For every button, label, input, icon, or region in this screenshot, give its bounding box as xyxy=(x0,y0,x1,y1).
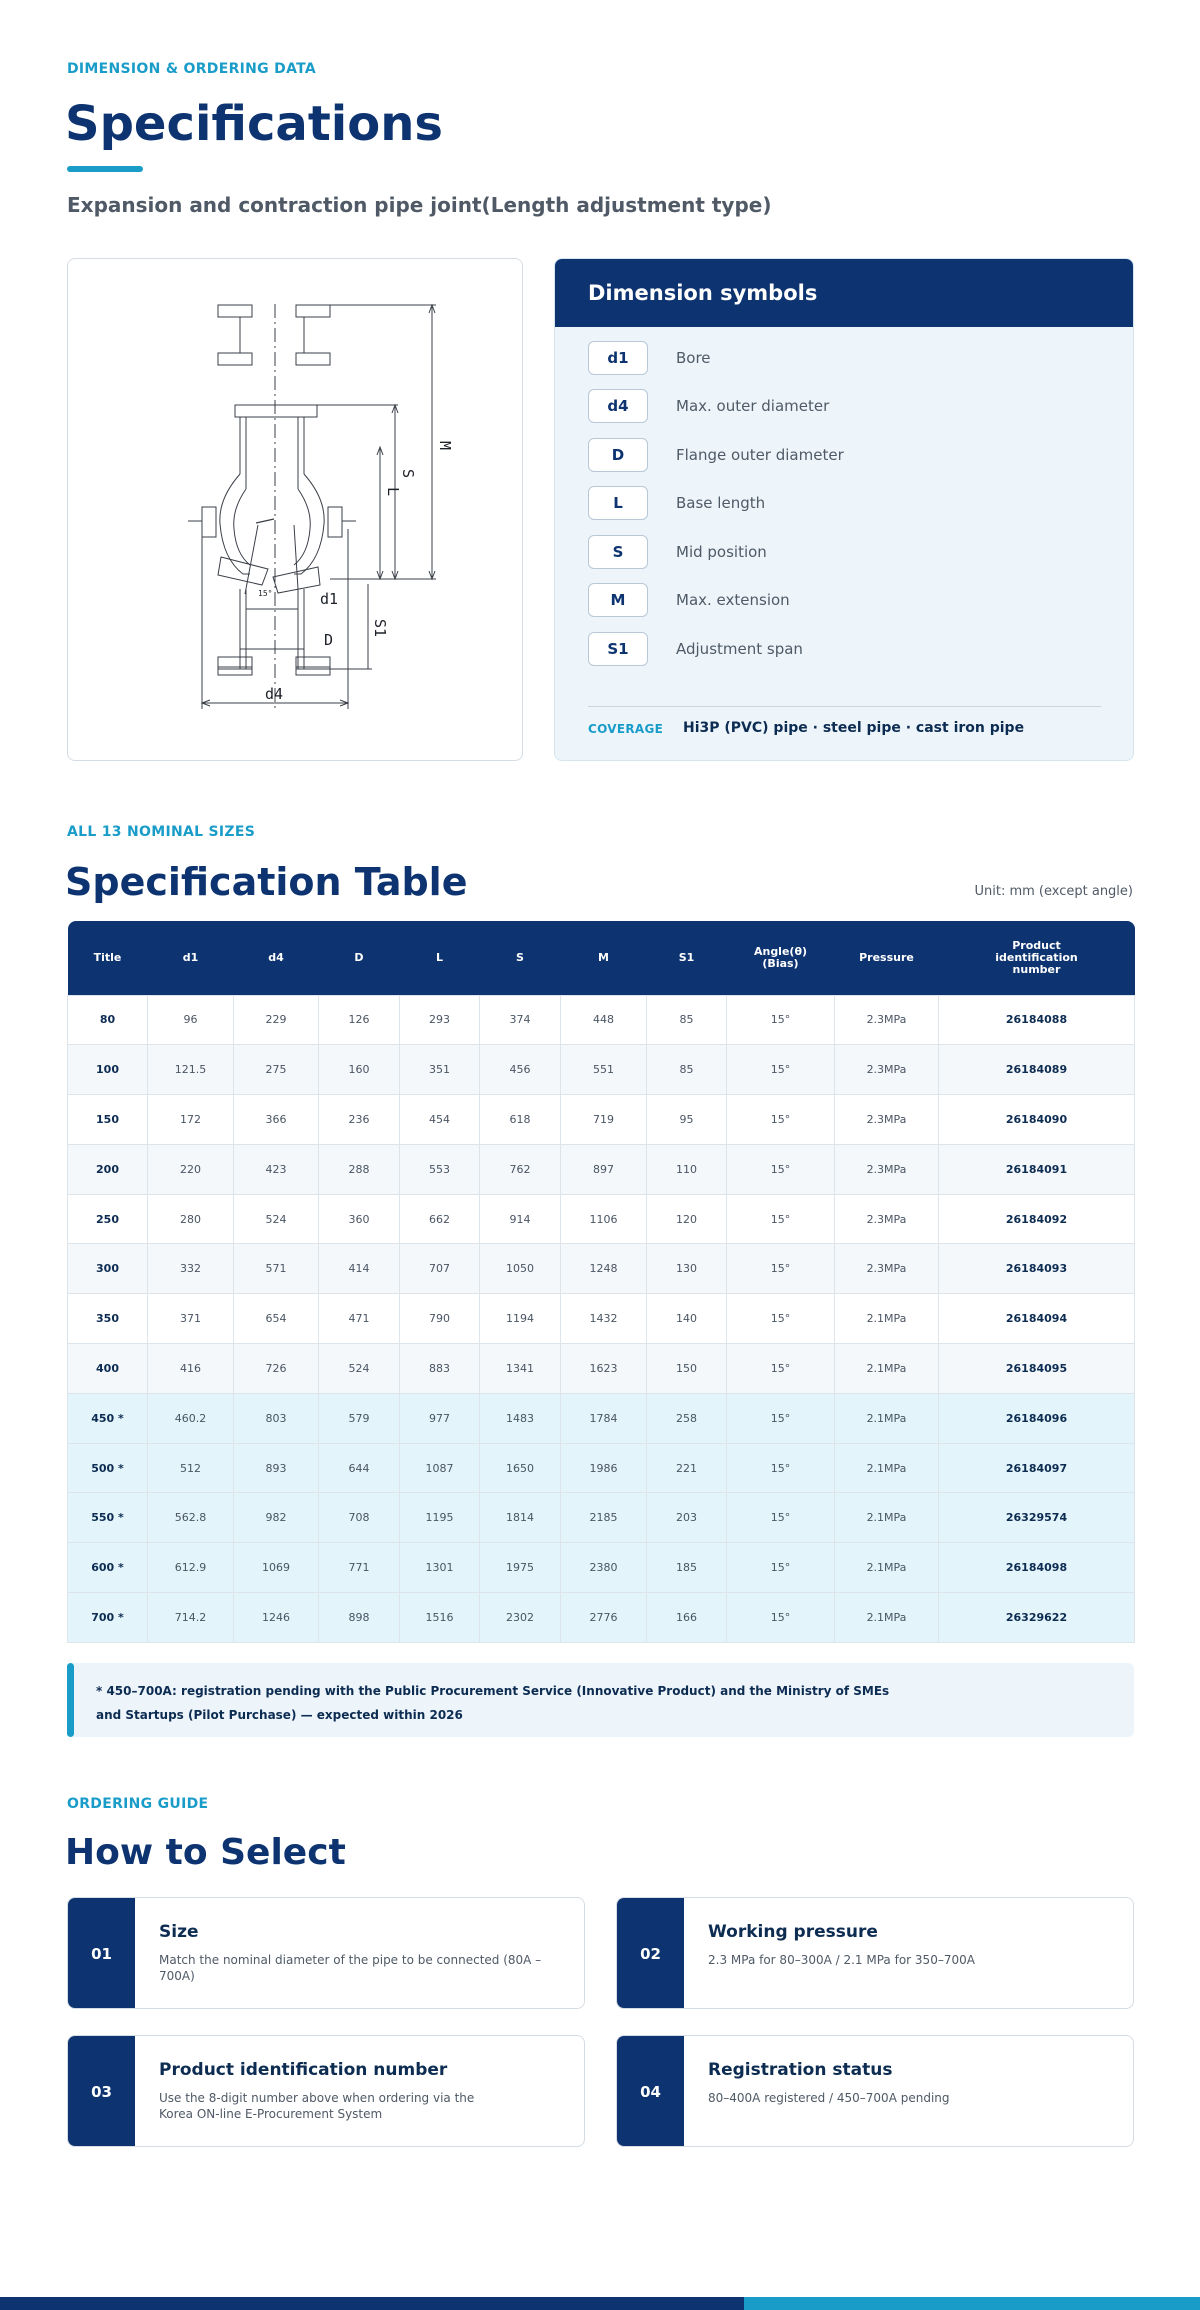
guide-step-number: 03 xyxy=(68,2036,135,2147)
table-cell: 2.3MPa xyxy=(835,995,939,1045)
table-cell: 236 xyxy=(319,1095,400,1145)
table-cell: 85 xyxy=(647,995,727,1045)
section-eyebrow: ORDERING GUIDE xyxy=(67,1796,209,1812)
table-cell: 700 * xyxy=(68,1593,148,1643)
table-cell: 414 xyxy=(319,1244,400,1294)
guide-card xyxy=(616,2035,1134,2147)
symbol-row xyxy=(588,341,1108,375)
section-eyebrow: ALL 13 NOMINAL SIZES xyxy=(67,824,256,840)
table-cell: 130 xyxy=(647,1244,727,1294)
symbol-key: D xyxy=(588,438,648,472)
coverage-label: COVERAGE xyxy=(588,722,664,736)
table-cell: 150 xyxy=(647,1344,727,1394)
registration-note xyxy=(67,1663,1134,1737)
table-row xyxy=(68,1593,1135,1643)
guide-desc: 80–400A registered / 450–700A pending xyxy=(708,2091,950,2105)
table-cell: 600 * xyxy=(68,1543,148,1593)
symbol-desc: Flange outer diameter xyxy=(676,446,844,464)
table-cell: 1195 xyxy=(400,1493,480,1543)
product-subtitle: Expansion and contraction pipe joint(Length adjustment type) xyxy=(67,193,772,217)
table-cell: 1784 xyxy=(561,1393,647,1443)
label-D: D xyxy=(324,631,334,649)
tilted-ring-left xyxy=(218,557,268,585)
table-header-cell: S xyxy=(480,921,561,995)
symbol-row xyxy=(588,583,1108,617)
symbol-desc: Bore xyxy=(676,349,711,367)
label-S: S xyxy=(399,469,417,479)
table-row xyxy=(68,1244,1135,1294)
table-cell: 898 xyxy=(319,1593,400,1643)
page-title: Specifications xyxy=(65,96,443,152)
table-cell: 26184097 xyxy=(939,1443,1135,1493)
table-cell: 293 xyxy=(400,995,480,1045)
section-title: How to Select xyxy=(65,1832,346,1873)
socket-collar xyxy=(235,405,317,417)
table-header-cell: Pressure xyxy=(835,921,939,995)
symbol-key: S xyxy=(588,535,648,569)
table-cell: 26184090 xyxy=(939,1095,1135,1145)
note-accent-bar xyxy=(67,1663,74,1737)
table-cell: 771 xyxy=(319,1543,400,1593)
table-cell: 1246 xyxy=(234,1593,319,1643)
table-cell: 221 xyxy=(647,1443,727,1493)
table-cell: 15° xyxy=(727,1144,835,1194)
footer-bar-navy xyxy=(0,2297,744,2310)
table-cell: 1432 xyxy=(561,1294,647,1344)
symbol-desc: Mid position xyxy=(676,543,767,561)
table-cell: 360 xyxy=(319,1194,400,1244)
table-cell: 500 * xyxy=(68,1443,148,1493)
table-cell: 612.9 xyxy=(148,1543,234,1593)
symbol-row xyxy=(588,486,1108,520)
table-cell: 400 xyxy=(68,1344,148,1394)
table-cell: 571 xyxy=(234,1244,319,1294)
side-flange-right xyxy=(328,507,342,537)
table-cell: 96 xyxy=(148,995,234,1045)
table-cell: 1623 xyxy=(561,1344,647,1394)
table-cell: 914 xyxy=(480,1194,561,1244)
flange-upper-right xyxy=(296,353,330,365)
table-cell: 2.1MPa xyxy=(835,1393,939,1443)
table-header-cell: Product identification number xyxy=(939,921,1135,995)
guide-title: Registration status xyxy=(708,2060,893,2080)
table-cell: 2185 xyxy=(561,1493,647,1543)
table-cell: 2380 xyxy=(561,1543,647,1593)
table-cell: 26329622 xyxy=(939,1593,1135,1643)
side-flange-left xyxy=(202,507,216,537)
table-cell: 524 xyxy=(234,1194,319,1244)
label-L: L xyxy=(384,487,402,497)
table-cell: 95 xyxy=(647,1095,727,1145)
section-title: Specification Table xyxy=(65,860,468,904)
table-cell: 423 xyxy=(234,1144,319,1194)
table-cell: 120 xyxy=(647,1194,727,1244)
table-cell: 460.2 xyxy=(148,1393,234,1443)
pipe-joint-drawing xyxy=(68,259,524,762)
table-cell: 1050 xyxy=(480,1244,561,1294)
flange-top-right xyxy=(296,305,330,317)
table-cell: 15° xyxy=(727,1194,835,1244)
table-cell: 2776 xyxy=(561,1593,647,1643)
symbol-row xyxy=(588,632,1108,666)
table-cell: 803 xyxy=(234,1393,319,1443)
guide-title: Size xyxy=(159,1922,199,1942)
table-cell: 2.3MPa xyxy=(835,1194,939,1244)
table-cell: 371 xyxy=(148,1294,234,1344)
symbol-row xyxy=(588,535,1108,569)
guide-step-number: 04 xyxy=(617,2036,684,2147)
symbol-desc: Max. extension xyxy=(676,591,790,609)
table-cell: 351 xyxy=(400,1045,480,1095)
table-cell: 977 xyxy=(400,1393,480,1443)
table-row xyxy=(68,1144,1135,1194)
guide-desc: Match the nominal diameter of the pipe to be connected (80A – 700A) xyxy=(159,1953,542,1983)
table-cell: 15° xyxy=(727,1443,835,1493)
table-header-cell: M xyxy=(561,921,647,995)
table-cell: 2.3MPa xyxy=(835,1045,939,1095)
table-cell: 185 xyxy=(647,1543,727,1593)
table-cell: 220 xyxy=(148,1144,234,1194)
symbol-desc: Max. outer diameter xyxy=(676,397,830,415)
guide-title: Product identification number xyxy=(159,2060,448,2080)
symbol-desc: Adjustment span xyxy=(676,640,803,658)
table-cell: 15° xyxy=(727,1344,835,1394)
table-cell: 719 xyxy=(561,1095,647,1145)
table-cell: 26184091 xyxy=(939,1144,1135,1194)
table-cell: 26184092 xyxy=(939,1194,1135,1244)
unit-note: Unit: mm (except angle) xyxy=(974,884,1133,899)
table-cell: 726 xyxy=(234,1344,319,1394)
table-cell: 15° xyxy=(727,1045,835,1095)
dimension-symbols-title: Dimension symbols xyxy=(588,281,818,305)
table-row xyxy=(68,1493,1135,1543)
table-cell: 579 xyxy=(319,1393,400,1443)
table-header-cell: Angle(θ) (Bias) xyxy=(727,921,835,995)
guide-title: Working pressure xyxy=(708,1922,878,1942)
table-row xyxy=(68,1294,1135,1344)
table-cell: 15° xyxy=(727,1543,835,1593)
table-row xyxy=(68,1344,1135,1394)
flange-top-left xyxy=(218,305,252,317)
table-cell: 15° xyxy=(727,1493,835,1543)
dimension-symbols-card xyxy=(554,258,1134,761)
table-cell: 15° xyxy=(727,1244,835,1294)
footer-bar-accent xyxy=(744,2297,1200,2310)
table-cell: 26184093 xyxy=(939,1244,1135,1294)
table-cell: 1986 xyxy=(561,1443,647,1493)
table-header-cell: D xyxy=(319,921,400,995)
table-cell: 707 xyxy=(400,1244,480,1294)
section-eyebrow: DIMENSION & ORDERING DATA xyxy=(67,61,317,77)
table-cell: 1194 xyxy=(480,1294,561,1344)
table-cell: 275 xyxy=(234,1045,319,1095)
table-cell: 454 xyxy=(400,1095,480,1145)
guide-card xyxy=(67,2035,585,2147)
table-cell: 203 xyxy=(647,1493,727,1543)
table-row xyxy=(68,1095,1135,1145)
table-cell: 790 xyxy=(400,1294,480,1344)
table-header-cell: d1 xyxy=(148,921,234,995)
table-cell: 762 xyxy=(480,1144,561,1194)
guide-desc: Use the 8-digit number above when ordering via the Korea ON-line E-Procurement System xyxy=(159,2091,475,2121)
table-cell: 1516 xyxy=(400,1593,480,1643)
table-cell: 26184094 xyxy=(939,1294,1135,1344)
table-cell: 374 xyxy=(480,995,561,1045)
table-cell: 2.3MPa xyxy=(835,1244,939,1294)
table-cell: 982 xyxy=(234,1493,319,1543)
table-cell: 448 xyxy=(561,995,647,1045)
table-cell: 551 xyxy=(561,1045,647,1095)
table-cell: 562.8 xyxy=(148,1493,234,1543)
table-cell: 100 xyxy=(68,1045,148,1095)
coverage-divider xyxy=(588,706,1101,707)
table-cell: 15° xyxy=(727,1393,835,1443)
table-cell: 1975 xyxy=(480,1543,561,1593)
table-cell: 140 xyxy=(647,1294,727,1344)
title-underline xyxy=(67,166,143,172)
technical-drawing-card xyxy=(67,258,523,761)
table-cell: 150 xyxy=(68,1095,148,1145)
table-header-cell: S1 xyxy=(647,921,727,995)
table-cell: 26184088 xyxy=(939,995,1135,1045)
table-cell: 172 xyxy=(148,1095,234,1145)
table-cell: 550 * xyxy=(68,1493,148,1543)
table-cell: 553 xyxy=(400,1144,480,1194)
table-row xyxy=(68,1443,1135,1493)
table-cell: 714.2 xyxy=(148,1593,234,1643)
table-header-cell: d4 xyxy=(234,921,319,995)
note-text: * 450–700A: registration pending with the Public Procurement Service (Innovative Product) and the Ministry of SMEs and Startups (Pilot Purchase) — expected within 2026 xyxy=(96,1684,890,1722)
table-row xyxy=(68,1194,1135,1244)
table-row xyxy=(68,1393,1135,1443)
table-cell: 897 xyxy=(561,1144,647,1194)
table-cell: 26184096 xyxy=(939,1393,1135,1443)
table-cell: 1069 xyxy=(234,1543,319,1593)
table-cell: 893 xyxy=(234,1443,319,1493)
table-cell: 2.1MPa xyxy=(835,1543,939,1593)
guide-card xyxy=(67,1897,585,2009)
table-cell: 160 xyxy=(319,1045,400,1095)
table-cell: 26329574 xyxy=(939,1493,1135,1543)
table-cell: 471 xyxy=(319,1294,400,1344)
table-cell: 250 xyxy=(68,1194,148,1244)
table-cell: 2.1MPa xyxy=(835,1493,939,1543)
table-cell: 110 xyxy=(647,1144,727,1194)
table-cell: 450 * xyxy=(68,1393,148,1443)
table-header-row xyxy=(68,921,1135,995)
guide-card xyxy=(616,1897,1134,2009)
table-cell: 456 xyxy=(480,1045,561,1095)
table-cell: 1106 xyxy=(561,1194,647,1244)
table-cell: 2.1MPa xyxy=(835,1294,939,1344)
table-cell: 80 xyxy=(68,995,148,1045)
table-cell: 26184095 xyxy=(939,1344,1135,1394)
table-cell: 654 xyxy=(234,1294,319,1344)
table-cell: 15° xyxy=(727,995,835,1045)
table-cell: 2.3MPa xyxy=(835,1144,939,1194)
table-header-cell: Title xyxy=(68,921,148,995)
symbol-key: d4 xyxy=(588,389,648,423)
symbol-key: S1 xyxy=(588,632,648,666)
table-cell: 126 xyxy=(319,995,400,1045)
label-S1: S1 xyxy=(371,619,389,638)
guide-step-number: 02 xyxy=(617,1898,684,2009)
symbol-row xyxy=(588,389,1108,423)
table-cell: 1248 xyxy=(561,1244,647,1294)
table-cell: 1301 xyxy=(400,1543,480,1593)
label-d1: d1 xyxy=(320,590,339,608)
table-cell: 15° xyxy=(727,1593,835,1643)
table-cell: 300 xyxy=(68,1244,148,1294)
table-cell: 15° xyxy=(727,1294,835,1344)
table-cell: 1483 xyxy=(480,1393,561,1443)
table-cell: 350 xyxy=(68,1294,148,1344)
table-cell: 366 xyxy=(234,1095,319,1145)
table-cell: 524 xyxy=(319,1344,400,1394)
table-cell: 332 xyxy=(148,1244,234,1294)
table-cell: 644 xyxy=(319,1443,400,1493)
table-row xyxy=(68,1543,1135,1593)
symbol-key: d1 xyxy=(588,341,648,375)
table-cell: 2.3MPa xyxy=(835,1095,939,1145)
guide-step-number: 01 xyxy=(68,1898,135,2009)
table-cell: 26184098 xyxy=(939,1543,1135,1593)
dimension-symbols-header xyxy=(555,259,1133,327)
table-cell: 15° xyxy=(727,1095,835,1145)
specification-table xyxy=(67,921,1135,1643)
table-cell: 258 xyxy=(647,1393,727,1443)
table-cell: 121.5 xyxy=(148,1045,234,1095)
flange-upper-left xyxy=(218,353,252,365)
table-cell: 2.1MPa xyxy=(835,1593,939,1643)
table-row xyxy=(68,1045,1135,1095)
label-d4: d4 xyxy=(265,685,284,703)
symbol-desc: Base length xyxy=(676,494,766,512)
label-M: M xyxy=(436,441,454,451)
table-row xyxy=(68,995,1135,1045)
table-cell: 662 xyxy=(400,1194,480,1244)
table-cell: 229 xyxy=(234,995,319,1045)
table-cell: 85 xyxy=(647,1045,727,1095)
table-cell: 883 xyxy=(400,1344,480,1394)
symbol-key: M xyxy=(588,583,648,617)
table-cell: 708 xyxy=(319,1493,400,1543)
table-cell: 2.1MPa xyxy=(835,1344,939,1394)
guide-desc: 2.3 MPa for 80–300A / 2.1 MPa for 350–700A xyxy=(708,1953,975,1967)
table-cell: 2.1MPa xyxy=(835,1443,939,1493)
symbol-row xyxy=(588,438,1108,472)
symbol-key: L xyxy=(588,486,648,520)
table-cell: 1341 xyxy=(480,1344,561,1394)
table-cell: 512 xyxy=(148,1443,234,1493)
table-cell: 1087 xyxy=(400,1443,480,1493)
table-header-cell: L xyxy=(400,921,480,995)
table-cell: 416 xyxy=(148,1344,234,1394)
table-cell: 200 xyxy=(68,1144,148,1194)
table-cell: 1814 xyxy=(480,1493,561,1543)
coverage-text: Hi3P (PVC) pipe · steel pipe · cast iron pipe xyxy=(683,720,1025,736)
table-cell: 2302 xyxy=(480,1593,561,1643)
table-cell: 166 xyxy=(647,1593,727,1643)
label-angle: 15° xyxy=(258,589,273,598)
table-cell: 280 xyxy=(148,1194,234,1244)
table-cell: 1650 xyxy=(480,1443,561,1493)
table-cell: 618 xyxy=(480,1095,561,1145)
table-cell: 26184089 xyxy=(939,1045,1135,1095)
table-cell: 288 xyxy=(319,1144,400,1194)
